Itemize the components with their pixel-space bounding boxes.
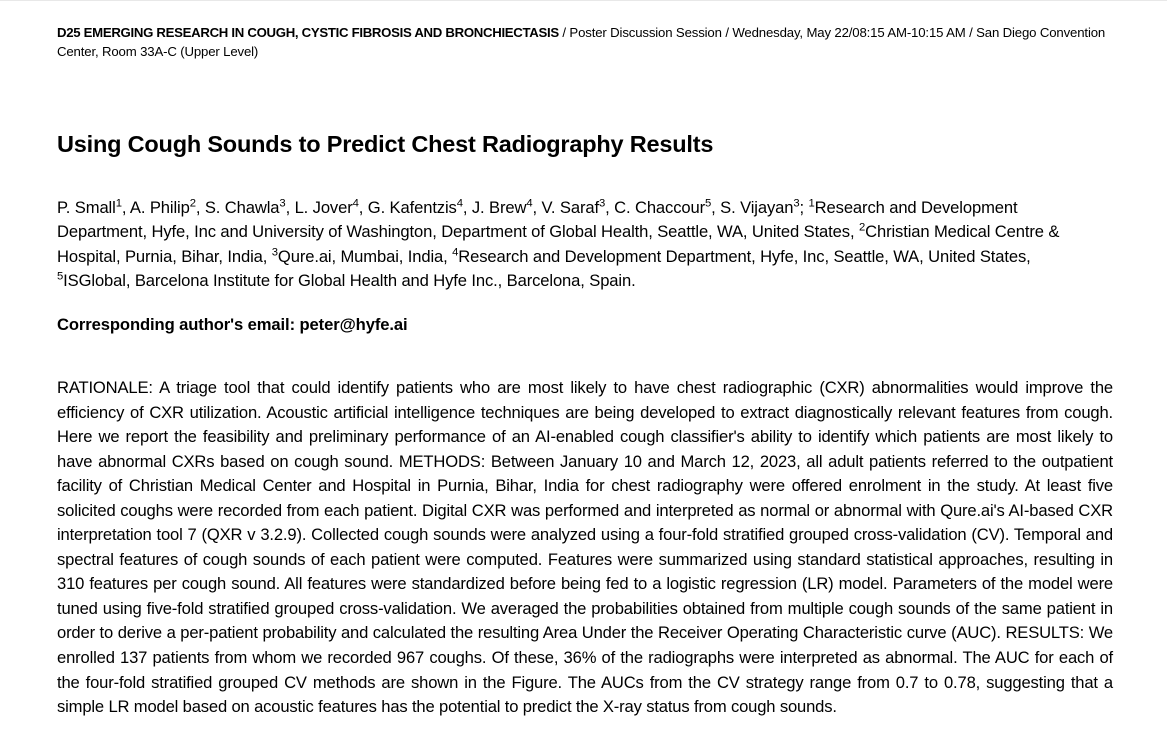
author-affiliation-marker: 4 — [352, 197, 359, 210]
affiliation-text: Research and Development Department, Hyfe, Inc, Seattle, WA, United States, — [458, 246, 1031, 266]
author-affiliation-marker: 3 — [793, 197, 800, 210]
author-affiliation-marker: 4 — [456, 197, 463, 210]
author-separator: , — [195, 198, 205, 217]
abstract-body-text: RATIONALE: A triage tool that could identify patients who are most likely to have chest radiographic (CXR) abnormalities would improve the efficiency of CXR utilization. Acoustic artificial intelligence techniques are being developed to extract diagnostically relevant features from cough. Here we report the feasibility and preliminary performance of an AI-enabled cough classifier's ability to identify which patients are most likely to have abnormal CXRs based on cough sound. METHODS: Between January 10 and March 12, 2023, all adult patients referred to the outpatient facility of Christian Medical Center and Hospital in Purnia, Bihar, India for chest radiography were offered enrolment in the study. At least five solicited coughs were recorded from each patient. Digital CXR was performed and interpreted as normal or abnormal with Qure.ai's AI-based CXR interpretation tool 7 (QXR v 3.2.9). Collected cough sounds were analyzed using a four-fold stratified grouped cross-validation (CV). Temporal and spectral features of cough sounds of each patient were computed. Features were summarized using standard statistical approaches, resulting in 310 features per cough sound. All features were standardized before being fed to a logistic regression (LR) model. Parameters of the model were tuned using five-fold stratified grouped cross-validation. We averaged the probabilities obtained from multiple cough sounds of the same patient in order to derive a per-patient probability and calculated the resulting Area Under the Receiver Operating Characteristic curve (AUC). RESULTS: We enrolled 137 patients from whom we recorded 967 coughs. Of these, 36% of the radiographs were interpreted as abnormal. The AUC for each of the four-fold stratified grouped CV methods are shown in the Figure. The AUCs from the CV strategy range from 0.7 to 0.78, suggesting that a simple LR model based on acoustic features has the potential to predict the X-ray status from cough sounds. — [57, 378, 1113, 717]
author-affiliation-marker: 5 — [705, 197, 712, 210]
author-name: P. Small — [57, 198, 116, 217]
corresponding-author-line: Corresponding author's email: peter@hyfe.ai — [57, 315, 408, 334]
author-separator: , — [462, 198, 472, 217]
author-affiliation-marker: 3 — [598, 197, 606, 210]
author-affiliation-marker: 1 — [115, 197, 122, 210]
author-affiliation-marker: 3 — [279, 197, 286, 210]
author-separator: , — [532, 198, 542, 217]
author-separator: , — [285, 198, 295, 217]
session-header — [57, 23, 1117, 61]
author-separator: , — [605, 198, 615, 217]
session-details: / Poster Discussion Session / Wednesday, May 22/08:15 AM-10:15 AM / San Diego Convention Center, Room 33A-C (Upper Level) — [57, 25, 1106, 59]
author-separator: , — [711, 198, 721, 217]
author-affiliation-block — [57, 196, 1087, 293]
author-name: S. Chawla — [204, 198, 280, 217]
author-name: C. Chaccour — [614, 198, 706, 217]
affiliation-text: ISGlobal, Barcelona Institute for Global Health and Hyfe Inc., Barcelona, Spain. — [63, 270, 636, 290]
author-separator: ; — [799, 198, 809, 217]
affiliation-text: Christian Medical Centre & Hospital, Purnia, Bihar, India, — [57, 222, 1060, 266]
page-title: Using Cough Sounds to Predict Chest Radiography Results — [57, 130, 714, 157]
affiliation-index: 2 — [858, 221, 866, 234]
author-name: L. Jover — [294, 198, 353, 217]
author-separator: , — [121, 198, 130, 217]
session-code-title: D25 EMERGING RESEARCH IN COUGH, CYSTIC FIBROSIS AND BRONCHIECTASIS — [57, 25, 559, 40]
affiliation-index: 1 — [808, 197, 815, 210]
author-affiliation-marker: 4 — [526, 197, 533, 210]
author-name: S. Vijayan — [720, 198, 794, 217]
author-name: V. Saraf — [541, 198, 599, 217]
affiliation-index: 3 — [271, 246, 278, 259]
affiliation-text: Qure.ai, Mumbai, India, — [277, 246, 453, 266]
author-name: G. Kafentzis — [367, 198, 457, 217]
author-affiliation-marker: 2 — [189, 197, 196, 210]
affiliation-index: 5 — [57, 270, 64, 283]
affiliation-index: 4 — [452, 246, 459, 259]
page-top-divider — [0, 0, 1167, 1]
author-name: A. Philip — [129, 198, 190, 217]
affiliation-text: Research and Development Department, Hyfe, Inc and University of Washington, Department of Global Health, Seattle, WA, United States, — [57, 198, 1018, 242]
author-separator: , — [358, 198, 368, 217]
author-name: J. Brew — [471, 198, 527, 217]
